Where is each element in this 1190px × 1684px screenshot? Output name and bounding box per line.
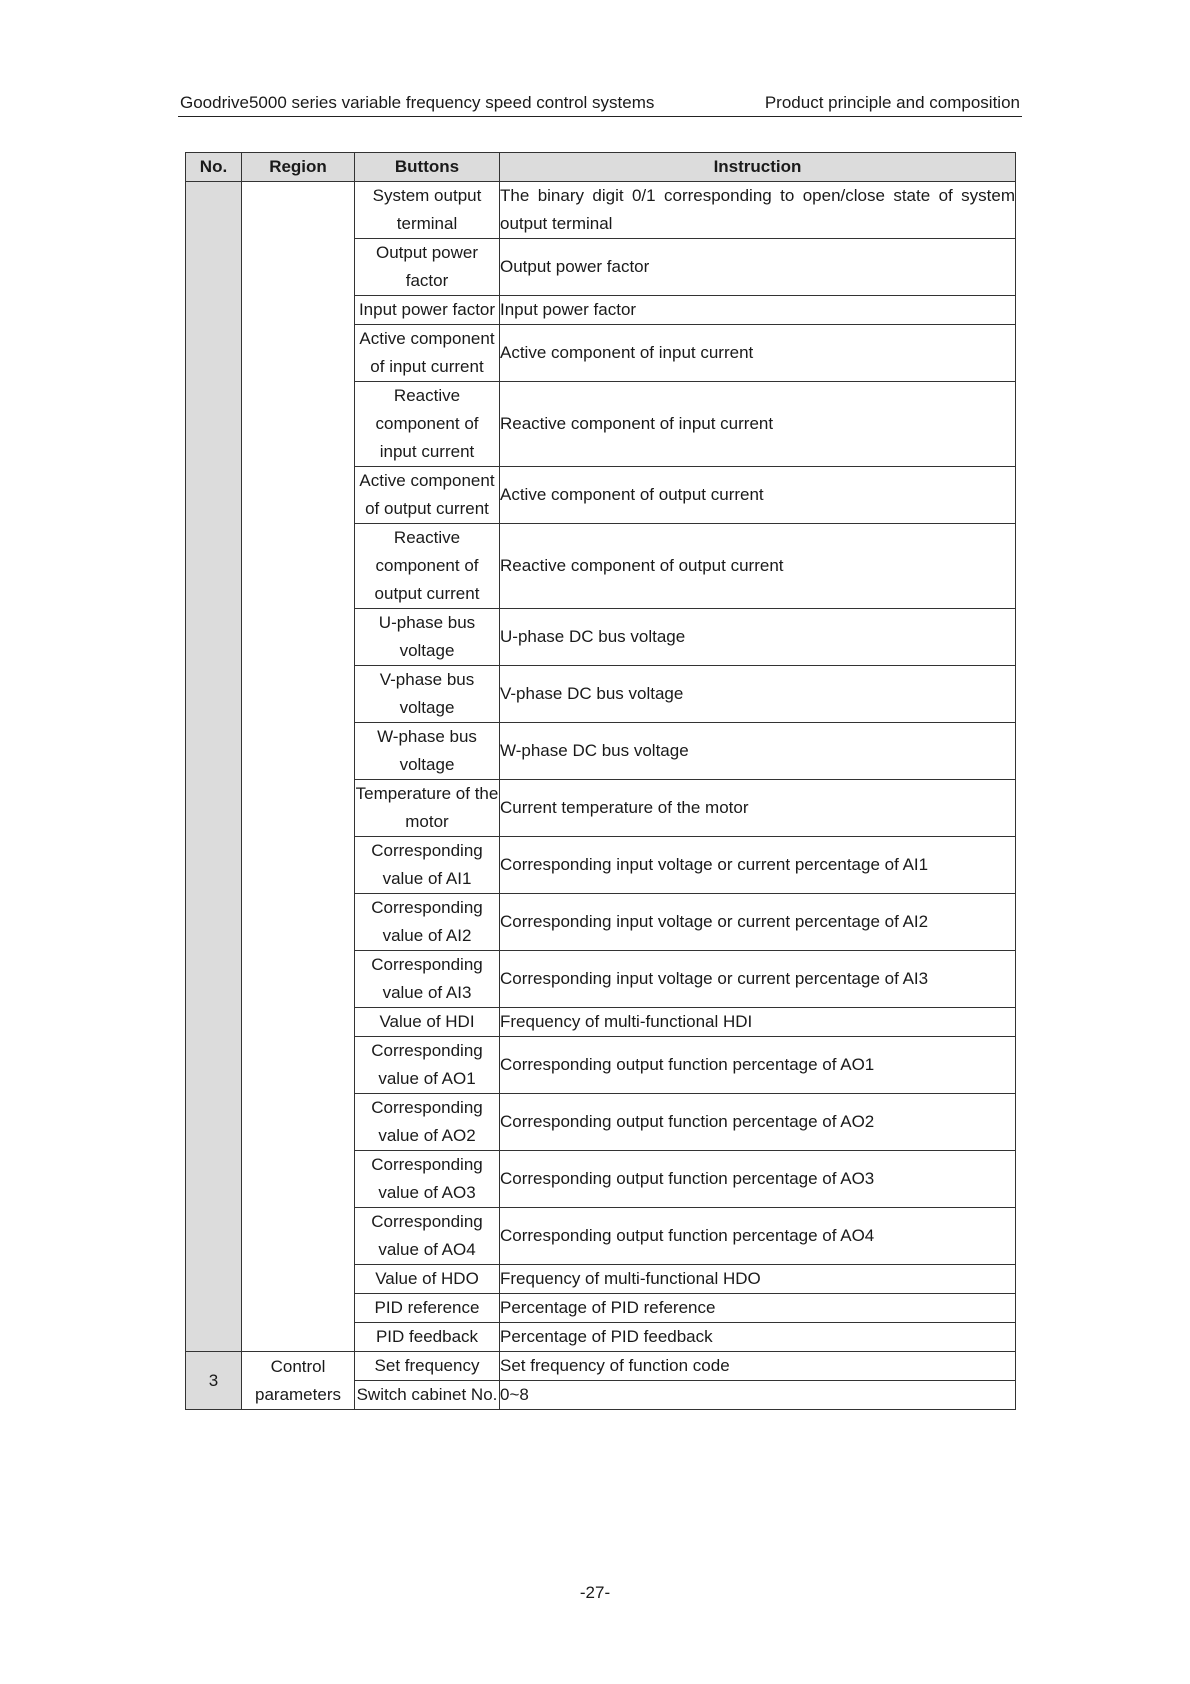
instruction-cell: Corresponding input voltage or current percentage of AI2 (500, 894, 1016, 951)
button-cell: Temperature of the motor (355, 780, 500, 837)
button-cell: Corresponding value of AI1 (355, 837, 500, 894)
table-row (186, 182, 1016, 239)
instruction-cell: Active component of output current (500, 467, 1016, 524)
instruction-cell: Reactive component of input current (500, 382, 1016, 467)
instruction-cell: Reactive component of output current (500, 524, 1016, 609)
button-cell: Corresponding value of AI2 (355, 894, 500, 951)
button-cell: PID feedback (355, 1323, 500, 1352)
instruction-cell: W-phase DC bus voltage (500, 723, 1016, 780)
instruction-cell: Corresponding output function percentage of AO2 (500, 1094, 1016, 1151)
instruction-cell: 0~8 (500, 1381, 1016, 1410)
page-number: -27- (579, 1583, 611, 1602)
button-cell: PID reference (355, 1294, 500, 1323)
instruction-cell: U-phase DC bus voltage (500, 609, 1016, 666)
header-document-title: Goodrive5000 series variable frequency speed control systems (180, 93, 655, 112)
instruction-cell: Percentage of PID feedback (500, 1323, 1016, 1352)
table-header-row (186, 153, 1016, 182)
button-cell: Switch cabinet No. (355, 1381, 500, 1410)
header-chapter-title: Product principle and composition (764, 93, 1020, 112)
section-number: 3 (186, 1352, 242, 1410)
button-cell: U-phase bus voltage (355, 609, 500, 666)
instruction-cell: Corresponding output function percentage of AO1 (500, 1037, 1016, 1094)
instruction-cell: Corresponding output function percentage of AO3 (500, 1151, 1016, 1208)
region-cell: Control parameters (242, 1352, 355, 1410)
instruction-cell: V-phase DC bus voltage (500, 666, 1016, 723)
instruction-cell: Current temperature of the motor (500, 780, 1016, 837)
button-cell: W-phase bus voltage (355, 723, 500, 780)
instruction-cell: Percentage of PID reference (500, 1294, 1016, 1323)
page-header (178, 92, 1022, 117)
instruction-cell: Input power factor (500, 296, 1016, 325)
button-cell: Active component of output current (355, 467, 500, 524)
button-cell: Corresponding value of AO4 (355, 1208, 500, 1265)
instruction-cell: Corresponding output function percentage of AO4 (500, 1208, 1016, 1265)
region-cell-continued (242, 182, 355, 1352)
instruction-cell: Frequency of multi-functional HDI (500, 1008, 1016, 1037)
button-cell: V-phase bus voltage (355, 666, 500, 723)
button-cell: Reactive component of input current (355, 382, 500, 467)
instruction-cell: Set frequency of function code (500, 1352, 1016, 1381)
instruction-cell: Corresponding input voltage or current percentage of AI3 (500, 951, 1016, 1008)
button-cell: Corresponding value of AO1 (355, 1037, 500, 1094)
button-cell: Reactive component of output current (355, 524, 500, 609)
instruction-cell: Active component of input current (500, 325, 1016, 382)
instruction-cell: Frequency of multi-functional HDO (500, 1265, 1016, 1294)
instruction-cell: Output power factor (500, 239, 1016, 296)
button-cell: Value of HDO (355, 1265, 500, 1294)
column-header-buttons: Buttons (355, 153, 500, 182)
button-cell: Corresponding value of AI3 (355, 951, 500, 1008)
button-cell: Corresponding value of AO3 (355, 1151, 500, 1208)
column-header-instruction: Instruction (500, 153, 1016, 182)
table-row (186, 1352, 1016, 1381)
button-cell: Value of HDI (355, 1008, 500, 1037)
button-cell: Corresponding value of AO2 (355, 1094, 500, 1151)
instruction-cell: Corresponding input voltage or current percentage of AI1 (500, 837, 1016, 894)
no-cell-continued (186, 182, 242, 1352)
button-cell: System output terminal (355, 182, 500, 239)
parameters-table (185, 152, 1016, 1410)
column-header-no: No. (186, 153, 242, 182)
column-header-region: Region (242, 153, 355, 182)
button-cell: Input power factor (355, 296, 500, 325)
instruction-cell: The binary digit 0/1 corresponding to open/close state of system output terminal (500, 182, 1016, 239)
button-cell: Output power factor (355, 239, 500, 296)
button-cell: Set frequency (355, 1352, 500, 1381)
button-cell: Active component of input current (355, 325, 500, 382)
